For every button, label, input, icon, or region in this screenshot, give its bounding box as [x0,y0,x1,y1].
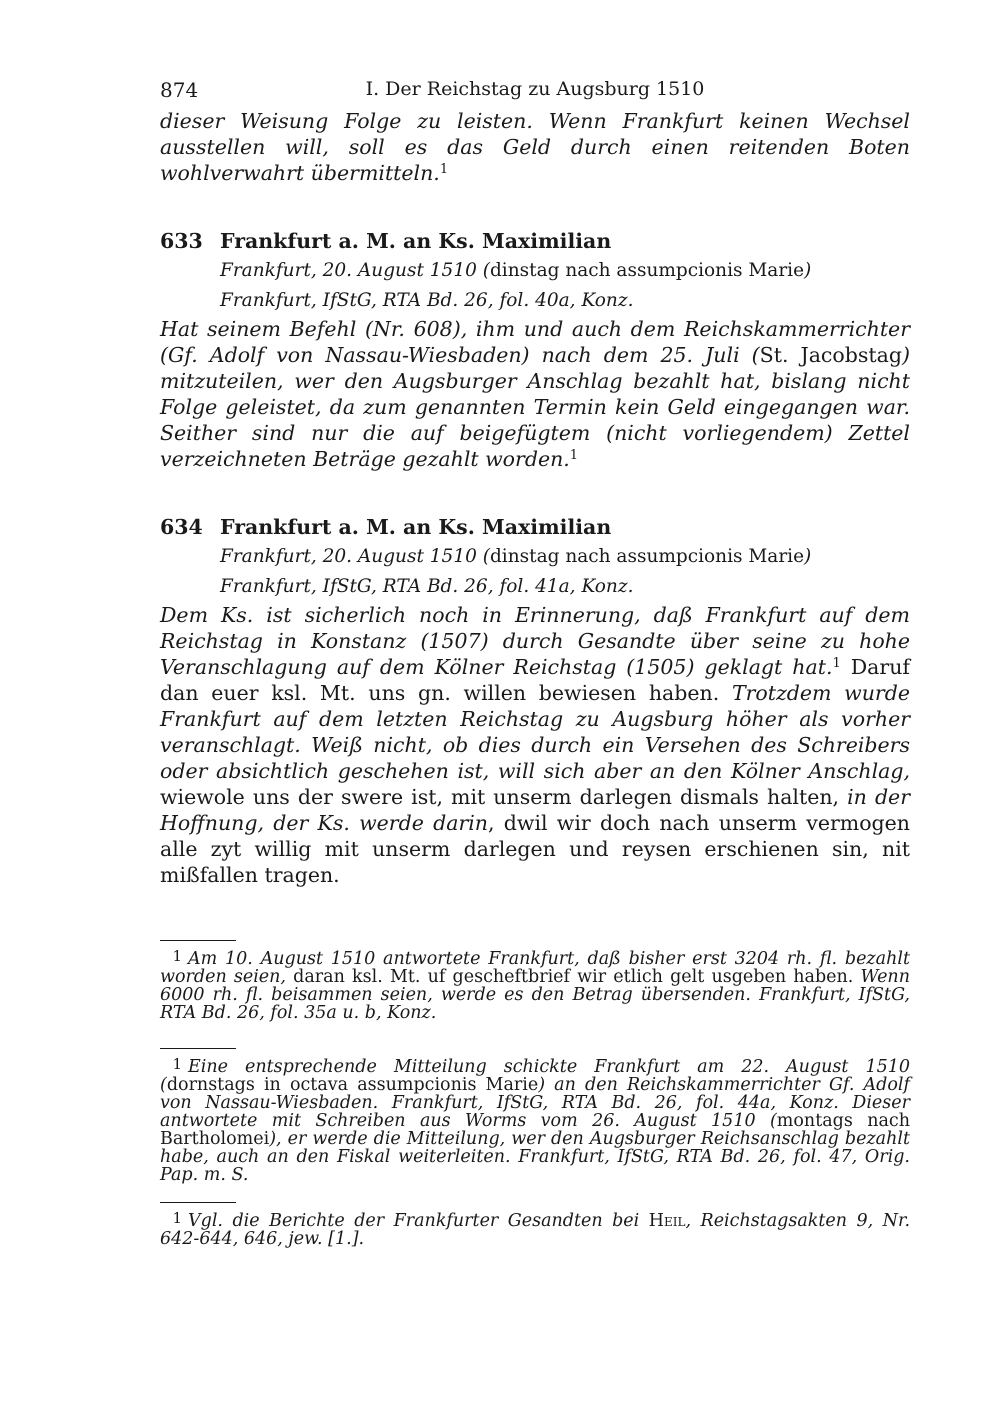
intro-text: dieser Weisung Folge zu leisten. Wenn Frankfurt keinen Wechsel ausstellen will, soll es das Geld durch einen reitenden Boten wohlverwahrt übermitteln. [160,109,910,185]
document-title: Frankfurt a. M. an Ks. Maximilian [220,229,612,253]
summary-text: in der Hoffnung, der Ks. werde darin [160,785,910,835]
document-source: Frankfurt, IfStG, RTA Bd. 26, fol. 41a, Konz. [220,576,634,597]
summary-text: ) mitzuteilen, wer den Augsburger Anschlag bezahlt hat, bislang nicht Folge geleistet, da zum genannten Termin kein Geld eingegangen war. Seither sind nur die auf beigefügtem (nicht vorliegendem) Zettel verzeichneten Beträge gezahlt worden. [160,343,910,471]
footnote-part: , Reichstagsakten 9, Nr. 642-644, 646, jew. [1.]. [160,1211,911,1249]
summary-original: St. Jacobstag [759,343,902,367]
document-633 [160,226,910,472]
footnote-part: dornstags in octava assumpcionis Marie [166,1075,539,1095]
summary-original: Daruf dan euer ksl. Mt. uns gn. willen bewiesen haben. [160,655,910,705]
footnote-text [160,1209,910,1248]
document-date [220,256,910,286]
running-header [160,78,910,108]
footnote-text [160,1055,910,1184]
document-heading [160,512,910,542]
footnote-text [160,947,910,1022]
footnote-part: daran ksl. Mt. uf gescheftbrief wir etlich gelt usgeben haben. [286,967,861,987]
date-original: dinstag nach assumpcionis Marie [489,546,805,567]
document-title: Frankfurt a. M. an Ks. Maximilian [220,515,612,539]
page-body [160,78,910,888]
footnote-part: ) an den Reichskammerrichter Gf. Adolf von Nassau-Wiesbaden. Frankfurt, IfStG, RTA Bd. 26, fol. 44a, Konz. Dieser antwortete mit Schreiben aus Worms vom 26. August 1510 ( [160,1075,910,1131]
date-close: ) [804,546,812,567]
document-summary [160,602,910,888]
summary-text: Trotzdem wurde Frankfurt auf dem letzten Reichstag zu Augsburg höher als vorher veranschlagt. Weiß nicht, ob dies durch ein Versehen des Schreibers oder absichtlich geschehen ist, will sich aber an den Kölner Anschlag, [160,681,910,783]
document-source: Frankfurt, IfStG, RTA Bd. 26, fol. 40a, Konz. [220,290,634,311]
footnote-rule [160,940,236,941]
document-summary [160,316,910,472]
footnote-part: Wenn 6000 rh. fl. beisammen seien, werde es den Betrag übersenden. Frankfurt, IfStG, RTA Bd. 26, fol. 35a u. b, Konz. [160,967,910,1023]
footnote-part: montags nach Bartholomei [160,1111,910,1149]
footnote-rule [160,1202,236,1203]
running-title: I. Der Reichstag zu Augsburg 1510 [365,78,705,100]
footnote-3 [160,1202,910,1248]
document-date [220,542,910,572]
summary-original: wiewole uns der swere ist, mit unserm darlegen dismals halten, [160,785,848,809]
summary-text: Hat seinem Befehl (Nr. 608), ihm und auch dem Reichskammerrichter (Gf. Adolf von Nassau-Wiesbaden) nach dem 25. Juli ( [160,317,910,367]
footnote-part: Eine entsprechende Mitteilung schickte Frankfurt am 22. August 1510 ( [160,1057,910,1095]
date-original: dinstag nach assumpcionis Marie [489,260,805,281]
summary-original: , dwil wir doch nach unserm vermogen alle zyt willig mit unserm darlegen und reysen erschienen sin, nit mißfallen tragen. [160,811,910,887]
date-close: ) [804,260,812,281]
date-text: Frankfurt, 20. August 1510 ( [220,546,490,567]
footnote-ref: 1 [569,448,579,463]
page-number: 874 [160,78,199,102]
intro-paragraph [160,108,910,186]
footnote-part: ), er werde die Mitteilung, wer den Augsburger Reichsanschlag bezahlt habe, auch an den Fiskal weiterleiten. Frankfurt, IfStG, RTA Bd. 26, fol. 47, Orig. Pap. m. S. [160,1129,910,1185]
document-number: 633 [160,229,203,253]
footnote-1 [160,940,910,1022]
date-text: Frankfurt, 20. August 1510 ( [220,260,490,281]
footnote-part: Vgl. die Berichte der Frankfurter Gesandten bei [188,1211,649,1231]
footnote-mark: 1 [172,1209,182,1227]
document-634 [160,512,910,888]
footnote-ref: 1 [439,162,449,177]
footnote-part: Am 10. August 1510 antwortete Frankfurt, daß bisher erst 3204 rh. fl. bezahlt worden seien, [160,949,910,987]
footnote-ref: 1 [832,656,841,671]
footnote-mark: 1 [172,1055,182,1073]
summary-text: Dem Ks. ist sicherlich noch in Erinnerung, daß Frankfurt auf dem Reichstag in Konstanz (1507) durch Gesandte über seine zu hohe Veranschlagung auf dem Kölner Reichstag (1505) geklagt hat. [160,603,910,679]
footnote-rule [160,1048,236,1049]
document-heading [160,226,910,256]
document-number: 634 [160,515,203,539]
footnote-author: Heil [648,1211,686,1231]
footnote-2 [160,1048,910,1184]
footnote-mark: 1 [172,947,182,965]
